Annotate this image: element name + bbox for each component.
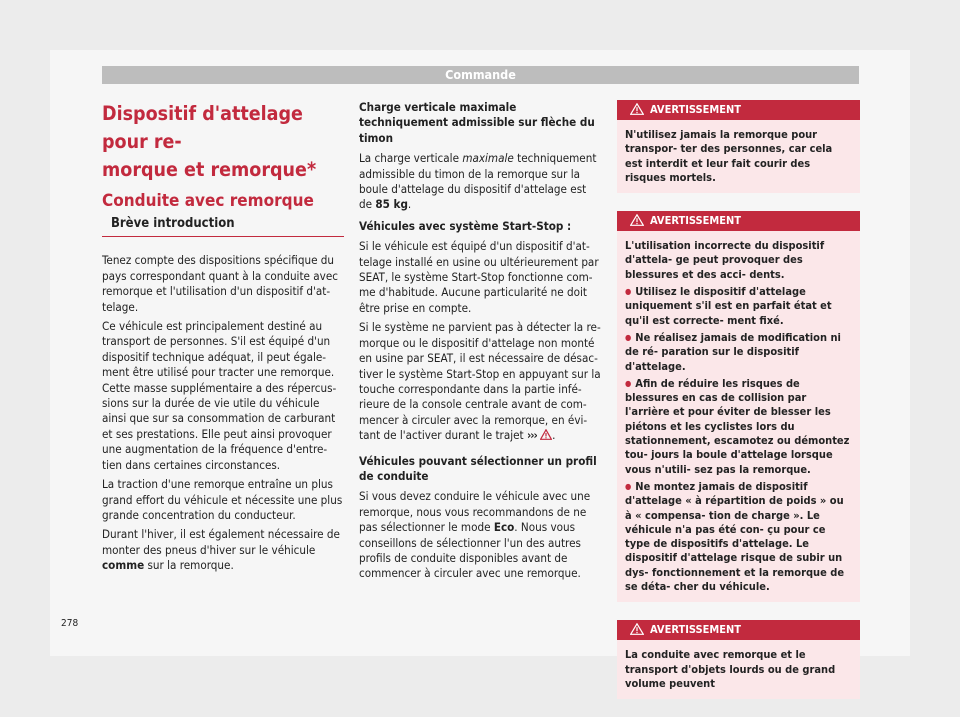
paragraph: Si vous devez conduire le véhicule avec une remorque, nous vous recommandons de ne pas sélectionner le mode Eco. Nous vous conseillons de sélectionner l'un des autres profils de conduite disponibles avant de commencer à circuler avec une remorque. — [359, 489, 591, 581]
warning-header: AVERTISSEMENT — [617, 620, 860, 640]
warning-box — [617, 620, 860, 699]
paragraph: Si le véhicule est équipé d'un dispositif d'at- telage installé en usine ou ultérieurement par SEAT, le système Start-Stop fonctionne com- me d'habitude. Aucune particularité ne doit être prise en compte. — [359, 239, 599, 315]
paragraph: Durant l'hiver, il est également nécessaire de monter des pneus d'hiver sur le véhicule comme sur la remorque. — [102, 527, 340, 573]
warning-bullet: ● Ne réalisez jamais de modification ni de ré- paration sur le dispositif d'attelage. — [625, 331, 852, 374]
warning-icon — [630, 103, 644, 115]
warning-bullet: ● Afin de réduire les risques de blessures en cas de collision par l'arrière et pour éviter de blesser les piétons et les cyclistes lors du stationnement, escamotez ou démontez tou- jours la boule d'attelage lorsque vous n'utili- sez pas la remorque. — [625, 377, 852, 477]
warning-icon — [630, 623, 644, 635]
warning-body — [617, 229, 860, 602]
page-number: 278 — [61, 618, 79, 629]
warning-icon[interactable] — [540, 429, 552, 440]
cross-reference-arrow[interactable]: ››› — [526, 428, 537, 443]
warning-bullet: ● Ne montez jamais de dispositif d'attelage « à répartition de poids » ou à « compensa- tion de charge ». Le véhicule n'a pas été con- çu pour ce type de dispositifs d'attelage. Le dispositif d'attelage risque de subir un dys- fonctionnement et la remorque de se déta- cher du véhicule. — [625, 480, 852, 594]
subsection-title: Brève introduction — [102, 216, 344, 237]
column-right — [617, 100, 860, 717]
heading-start-stop: Véhicules avec système Start-Stop : — [359, 218, 572, 233]
page-title-line2: morque et remorque* — [102, 158, 317, 181]
paragraph: La traction d'une remorque entraîne un plus grand effort du véhicule et nécessite une plus grande concentration du conducteur. — [102, 477, 343, 522]
warning-text: N'utilisez jamais la remorque pour transpor- ter des personnes, car cela est interdit et leur fait courir des risques mortels. — [625, 128, 833, 184]
paragraph: La charge verticale maximale techniquement admissible du timon de la remorque sur la boule d'attelage du dispositif d'attelage est de 85 kg. — [359, 151, 597, 212]
warning-box — [617, 211, 860, 602]
warning-header: AVERTISSEMENT — [617, 211, 860, 231]
chapter-header: Commande — [102, 66, 859, 84]
column-left — [102, 100, 344, 578]
paragraph: Si le système ne parvient pas à détecter la re- morque ou le dispositif d'attelage non monté en usine par SEAT, il est nécessaire de désac- tiver le système Start-Stop en appuyant sur la touche correspondante dans la partie infé- rieure de la console centrale avant de com- mencer à circuler avec la remorque, en évi- tant de l'activer durant le trajet ››› . — [359, 320, 601, 443]
page-title-line1: Dispositif d'attelage pour re- — [102, 102, 303, 153]
warning-text: L'utilisation incorrecte du dispositif d'attela- ge peut provoquer des blessures et des acci- dents. — [625, 239, 825, 281]
warning-header: AVERTISSEMENT — [617, 100, 860, 120]
heading-driving-profile: Véhicules pouvant sélectionner un profil de conduite — [359, 453, 597, 483]
warning-box — [617, 100, 860, 193]
paragraph: Ce véhicule est principalement destiné au transport de personnes. S'il est équipé d'un dispositif technique adéquat, il peut égale- ment être utilisé pour tracter une remorque. Cette masse supplémentaire a des répercus- sions sur la durée de vie utile du véhicule ainsi que sur sa consommation de carburant et ses prestations. Elle peut ainsi provoquer une augmentation de la fréquence d'entre- tien dans certaines circonstances. — [102, 319, 337, 472]
heading-load: Charge verticale maximale techniquement admissible sur flèche du timon — [359, 100, 595, 145]
column-middle — [359, 100, 601, 586]
section-title: Conduite avec remorque — [102, 191, 314, 211]
warning-bullet-list — [625, 285, 852, 594]
warning-bullet: ● Utilisez le dispositif d'attelage uniquement s'il est en parfait état et qu'il est correcte- ment fixé. — [625, 285, 852, 328]
warning-icon — [630, 214, 644, 226]
paragraph: Tenez compte des dispositions spécifique du pays correspondant quant à la conduite avec remorque et l'utilisation d'un dispositif d'at- telage. — [102, 253, 338, 314]
warning-text: La conduite avec remorque et le transport d'objets lourds ou de grand volume peuvent — [625, 648, 836, 690]
